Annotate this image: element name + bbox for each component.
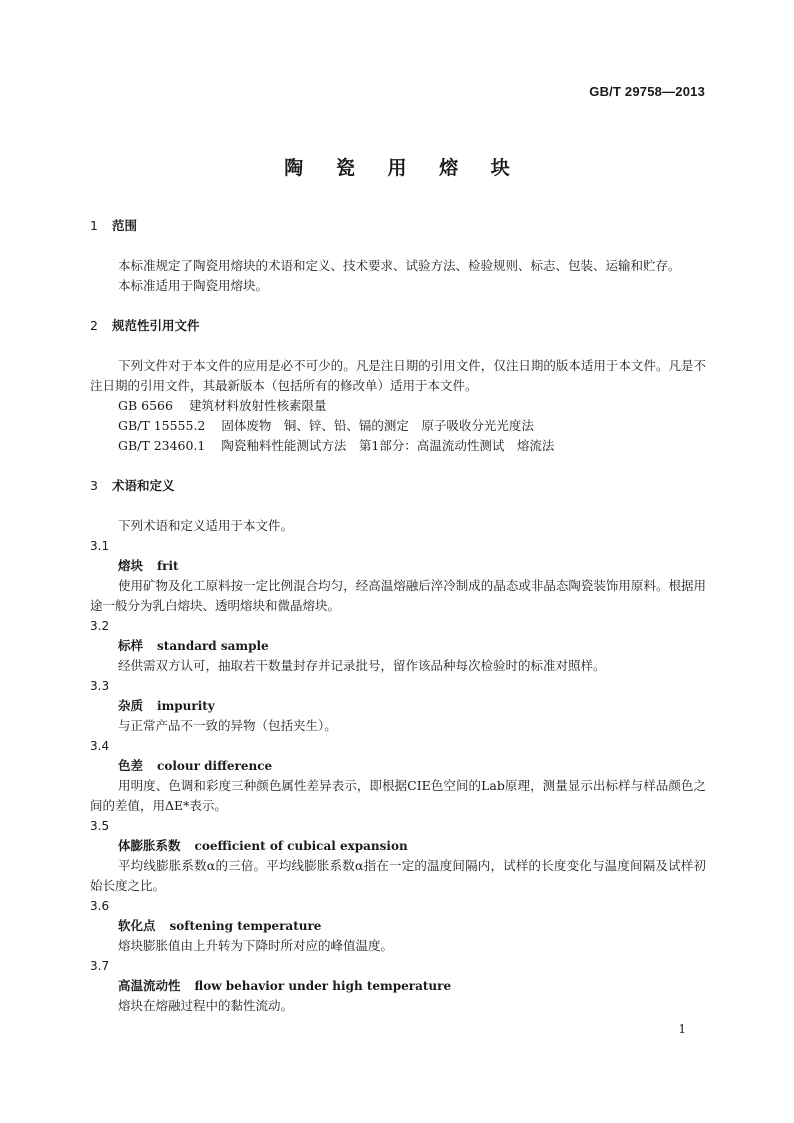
term-number: 3.1 — [90, 539, 110, 553]
reference-code: GB/T 15555.2 — [118, 418, 206, 433]
term-definition: 熔块在熔融过程中的黏性流动。 — [118, 998, 294, 1013]
section-number: 1 — [90, 218, 98, 233]
term-number: 3.6 — [90, 899, 110, 913]
term-english: coefficient of cubical expansion — [194, 839, 408, 853]
term-chinese: 色差 — [118, 758, 144, 773]
term-english: flow behavior under high temperature — [194, 979, 452, 993]
term-entry — [90, 896, 706, 956]
term-definition: 平均线膨胀系数α的三倍。平均线膨胀系数α指在一定的温度间隔内，试样的长度变化与温度间隔及试样初始长度之比。 — [90, 858, 706, 893]
section-title: 范围 — [112, 218, 138, 233]
term-english: impurity — [157, 699, 215, 713]
term-heading — [90, 556, 706, 576]
term-number: 3.4 — [90, 739, 110, 753]
term-entry — [90, 816, 706, 896]
scope-paragraph: 本标准适用于陶瓷用熔块。 — [118, 278, 269, 293]
standard-id: GB/T 29758—2013 — [589, 84, 705, 99]
term-entry — [90, 536, 706, 616]
term-entry — [90, 956, 706, 1016]
term-definition: 经供需双方认可，抽取若干数量封存并记录批号，留作该品种每次检验时的标准对照样。 — [118, 658, 606, 673]
term-chinese: 高温流动性 — [118, 978, 181, 993]
document-body — [90, 216, 706, 1016]
term-number: 3.7 — [90, 959, 110, 973]
term-chinese: 杂质 — [118, 698, 144, 713]
document-title: 陶 瓷 用 熔 块 — [284, 157, 523, 179]
term-english: standard sample — [157, 639, 269, 653]
reference-item — [90, 436, 706, 456]
section-title: 规范性引用文件 — [112, 318, 200, 333]
term-english: colour difference — [157, 759, 273, 773]
term-entry — [90, 616, 706, 676]
section-1-heading — [90, 216, 706, 236]
term-number: 3.2 — [90, 619, 110, 633]
terms-intro: 下列术语和定义适用于本文件。 — [118, 518, 294, 533]
page-number: 1 — [678, 1022, 686, 1036]
term-heading — [90, 836, 706, 856]
term-heading — [90, 756, 706, 776]
term-number: 3.3 — [90, 679, 110, 693]
term-definition: 用明度、色调和彩度三种颜色属性差异表示，即根据CIE色空间的Lab原理，测量显示出标样与样品颜色之间的差值，用ΔE*表示。 — [90, 778, 706, 813]
term-english: softening temperature — [169, 919, 322, 933]
scope-paragraph: 本标准规定了陶瓷用熔块的术语和定义、技术要求、试验方法、检验规则、标志、包装、运输和贮存。 — [118, 258, 681, 273]
term-chinese: 熔块 — [118, 558, 144, 573]
reference-name: 建筑材料放射性核素限量 — [188, 398, 327, 413]
reference-name: 固体废物 铜、锌、铅、镉的测定 原子吸收分光光度法 — [221, 418, 534, 433]
term-chinese: 标样 — [118, 638, 144, 653]
section-number: 3 — [90, 478, 98, 493]
section-title: 术语和定义 — [112, 478, 175, 493]
term-entry — [90, 736, 706, 816]
term-heading — [90, 636, 706, 656]
reference-code: GB/T 23460.1 — [118, 438, 206, 453]
section-number: 2 — [90, 318, 98, 333]
term-heading — [90, 916, 706, 936]
term-chinese: 体膨胀系数 — [118, 838, 181, 853]
term-definition: 与正常产品不一致的异物（包括夹生）。 — [118, 718, 337, 733]
term-definition: 熔块膨胀值由上升转为下降时所对应的峰值温度。 — [118, 938, 394, 953]
reference-name: 陶瓷釉料性能测试方法 第1部分：高温流动性测试 熔流法 — [221, 438, 555, 453]
section-3-heading — [90, 476, 706, 496]
reference-item — [90, 416, 706, 436]
term-heading — [90, 976, 706, 996]
normative-references-intro: 下列文件对于本文件的应用是必不可少的。凡是注日期的引用文件，仅注日期的版本适用于本文件。凡是不注日期的引用文件，其最新版本（包括所有的修改单）适用于本文件。 — [90, 358, 706, 393]
term-entry — [90, 676, 706, 736]
term-chinese: 软化点 — [118, 918, 156, 933]
term-definition: 使用矿物及化工原料按一定比例混合均匀，经高温熔融后淬冷制成的晶态或非晶态陶瓷装饰用原料。根据用途一般分为乳白熔块、透明熔块和微晶熔块。 — [90, 578, 706, 613]
section-2-heading — [90, 316, 706, 336]
term-number: 3.5 — [90, 819, 110, 833]
term-heading — [90, 696, 706, 716]
reference-item — [90, 396, 706, 416]
reference-code: GB 6566 — [118, 398, 173, 413]
term-english: frit — [157, 559, 179, 573]
